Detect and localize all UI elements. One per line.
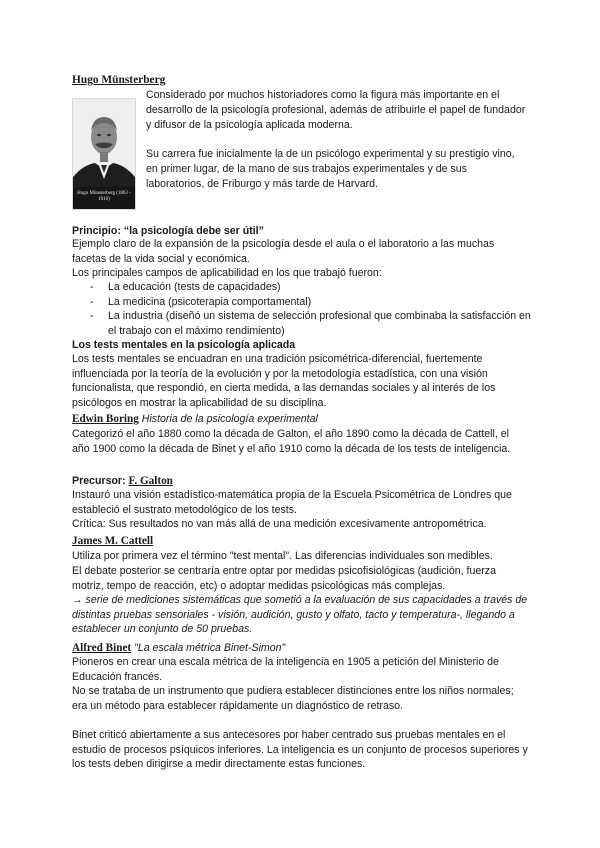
cattell-paragraph-3: → serie de mediciones sistemáticas que sometió a la evaluación de sus capacidades a través de distintas pruebas sensoriales - visión, audición, gusto y olfato, tacto y temperatura-, llegando a establecer un conjunto de 50 pruebas. — [72, 594, 528, 636]
portrait-caption: Hugo Münsterberg (1863 - 1916) — [77, 191, 131, 202]
tests-paragraph: Los tests mentales se encuadran en una tradición psicométrica-diferencial, fuertemente influenciada por la teoría de la evolución y por la metodología estadística, con una visión funcionalista, que respondió, en cierta medida, a las demandas sociales y al interés de los psicólogos en mostrar la aplicabilidad de su disciplina. — [72, 353, 496, 409]
binet-heading — [72, 641, 532, 655]
boring-work: Historia de la psicología experimental — [141, 413, 318, 425]
precursor-label: Precursor: — [72, 475, 126, 487]
tests-heading: Los tests mentales en la psicología aplicada — [72, 339, 296, 351]
binet-paragraph-2: No se trataba de un instrumento que pudiera establecer distinciones entre los niños normales; era un método para establecer rápidamente un diagnóstico de retraso. — [72, 685, 514, 712]
munsterberg-portrait — [72, 98, 136, 210]
principio-paragraph-2: Los principales campos de aplicabilidad en los que trabajó fueron: — [72, 267, 382, 279]
galton-name: F. Galton — [128, 475, 173, 487]
principio-list — [72, 280, 532, 338]
binet-name: Alfred Binet — [72, 642, 132, 654]
list-item: - La educación (tests de capacidades) — [90, 281, 281, 293]
binet-paragraph-1: Pioneros en crear una escala métrica de la inteligencia en 1905 a petición del Ministerio de Educación francés. — [72, 656, 499, 683]
galton-paragraph-2: Crítica: Sus resultados no van más allá de una medición excesivamente antropométrica. — [72, 518, 487, 530]
munsterberg-paragraph-2: Su carrera fue inicialmente la de un psicólogo experimental y su prestigio vino, en primer lugar, de la mano de sus trabajos experimentales y de sus laboratorios, de Friburgo y más tarde de Harvard. — [146, 148, 515, 190]
list-item: - La medicina (psicoterapia comportamental) — [90, 295, 312, 308]
list-item: - La industria (diseñó un sistema de selección profesional que combinaba la satisfacción en el trabajo con el máximo rendimiento) — [90, 310, 531, 337]
cattell-paragraph-1: Utiliza por primera vez el término "test mental". Las diferencias individuales son medibles. — [72, 550, 493, 562]
boring-name: Edwin Boring — [72, 413, 139, 425]
boring-paragraph: Categorizó el año 1880 como la década de Galton, el año 1890 como la década de Cattell, el año 1900 como la década de Binet y el año 1910 como la década de los tests de inteligencia. — [72, 428, 511, 455]
binet-paragraph-3: Binet criticó abiertamente a sus antecesores por haber centrado sus pruebas mentales en el estudio de procesos psíquicos inferiores. La inteligencia es un conjunto de procesos superiores y los tests deben dirigirse a medir directamente estas funciones. — [72, 729, 528, 771]
galton-paragraph-1: Instauró una visión estadístico-matemática propia de la Escuela Psicométrica de Londres que estableció el sustrato metodológico de los tests. — [72, 489, 512, 516]
boring-heading — [72, 412, 532, 426]
munsterberg-paragraph-1: Considerado por muchos historiadores como la figura más importante en el desarrollo de la psicología profesional, además de atribuirle el papel de fundador y difusor de la psicología aplicada moderna. — [146, 89, 526, 131]
cattell-name: James M. Cattell — [72, 535, 154, 547]
cattell-paragraph-2: El debate posterior se centraría entre optar por medidas psicofisiológicas (audición, fuerza motriz, tempo de reacción, etc) o adoptar medidas psicológicas más complejas. — [72, 565, 496, 592]
binet-work: "La escala métrica Binet-Simon" — [134, 642, 286, 654]
cattell-heading — [72, 534, 532, 548]
principio-heading: Principio: “la psicología debe ser útil” — [72, 225, 264, 237]
galton-heading — [72, 474, 532, 488]
principio-paragraph-1: Ejemplo claro de la expansión de la psicología desde el aula o el laboratorio a las muchas facetas de la vida social y económica. — [72, 238, 495, 265]
munsterberg-name: Hugo Münsterberg — [72, 74, 166, 86]
